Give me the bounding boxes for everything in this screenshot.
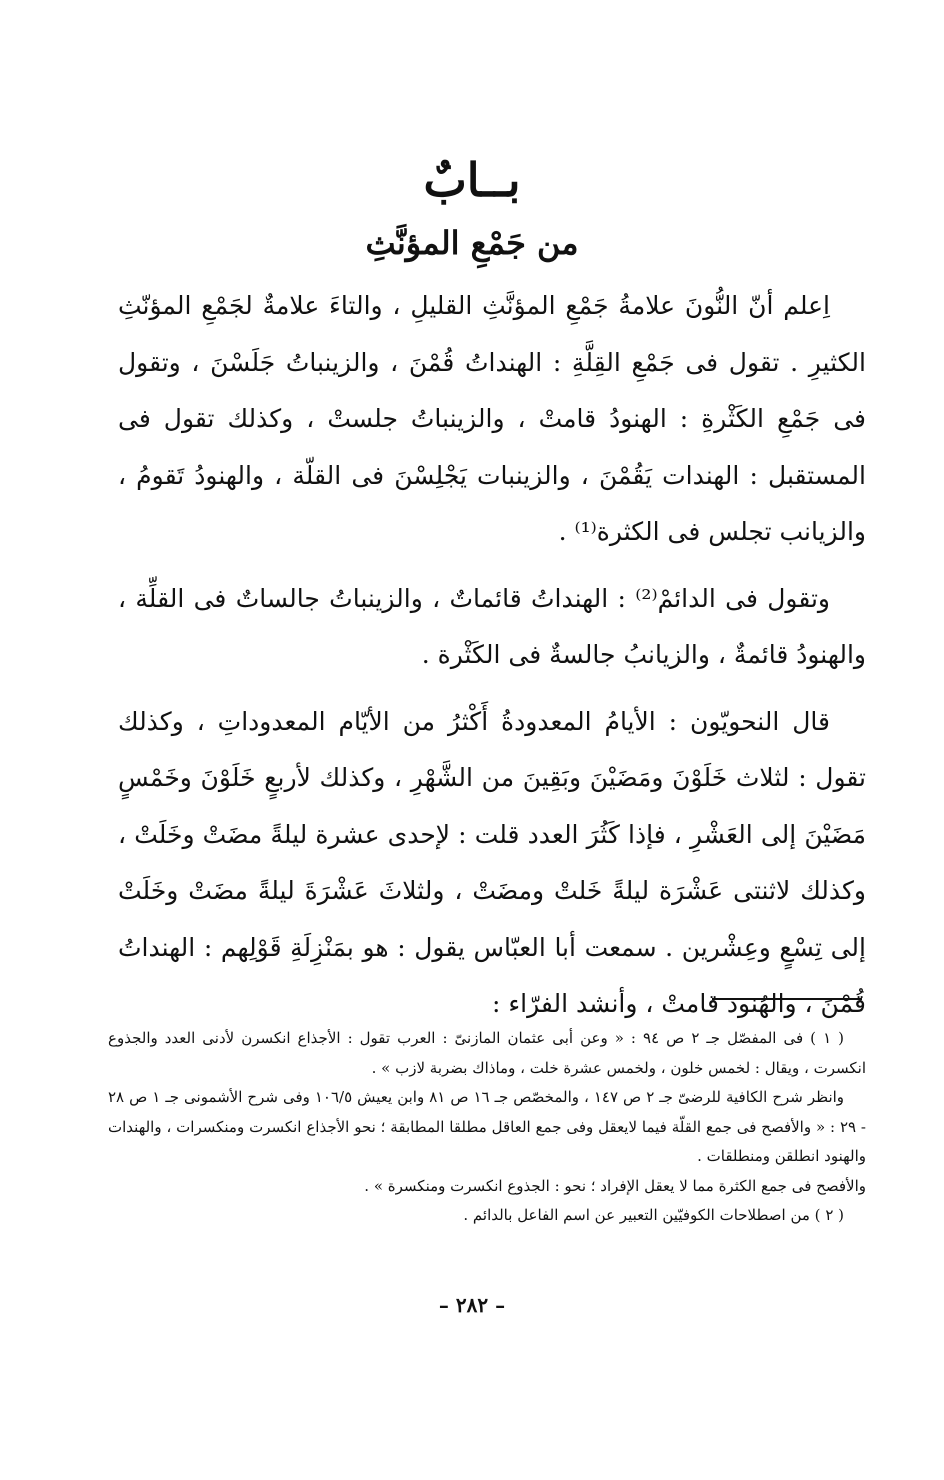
page-number: – ٢٨٢ – [438, 1293, 506, 1317]
footnotes [108, 1024, 866, 1231]
body-paragraph: وتقول فى الدائمْ⁽²⁾ : الهنداتُ قائماتٌ ، والزينباتُ جالساتٌ فى القلِّة ، والهنودُ قائمةٌ ، والزيانبُ جالسةٌ فى الكَثْرة . [118, 583, 866, 669]
footnote: ( ٢ ) من اصطلاحات الكوفيّين التعبير عن اسم الفاعل بالدائم . [463, 1206, 844, 1224]
footnote: والأفصح فى جمع الكثرة مما لا يعقل الإفراد ؛ نحو : الجذوع انكسرت ومنكسرة » . [364, 1176, 866, 1195]
chapter-title: بــابٌ [423, 153, 521, 207]
chapter-subtitle: من جَمْعِ المؤنَّثِ [365, 224, 579, 262]
body-paragraph: قال النحويّون : الأيامُ المعدودةُ أَكْثرُ من الأيّام المعدوداتِ ، وكذلك تقول : لثلاث خَلَوْنَ ومَضَيْنَ وبَقِينَ من الشَّهْرِ ، وكذلك لأربعٍ خَلَوْنَ وخَمْسٍ مَضَيْنَ إلى العَشْرِ ، فإذا كَثُرَ العدد قلت : لإحدى عشرة ليلةً مضَتْ وخَلَتْ ، وكذلك لاثنتى عَشْرَة ليلةً خَلتْ ومضَتْ ، ولثلاثَ عَشْرَةَ ليلةً مضَتْ وخَلَتْ إلى تِسْعٍ وعِشْرين . سمعت أبا العبّاس يقول : هو بمَنْزِلَةِ قَوْلِهم : الهنداتُ قُمْنَ ، والهُنود قامتْ ، وأنشد الفرّاء : [118, 706, 866, 1018]
main-text [118, 278, 866, 1033]
body-paragraph: اِعلم أنّ النُّونَ علامةُ جَمْعِ المؤنَّثِ القليلِ ، والتاءَ علامةٌ لجَمْعِ المؤنّثِ الكثيرِ . تقول فى جَمْعِ القِلَّةِ : الهنداتُ قُمْنَ ، والزينباتُ جَلَسْنَ ، وتقول فى جَمْعِ الكَثْرةِ : الهنودُ قامتْ ، والزينباتُ جلستْ ، وكذلك تقول فى المستقبل : الهندات يَقُمْنَ ، والزينبات يَجْلِسْنَ فى القلّة ، والهنودُ تَقومُ ، والزيانب تجلس فى الكثرة⁽¹⁾ . [118, 291, 866, 546]
footnote: ( ١ ) فى المفصّل جـ ٢ ص ٩٤ : « وعن أبى عثمان المازنىّ : العرب تقول : الأجذاع انكسرن لأدنى العدد والجذوع انكسرت ، ويقال : لخمس خلون ، ولخمس عشرة خلت ، وماذاك بضربة لازب » . [108, 1029, 866, 1077]
footnote: وانظر شرح الكافية للرضىّ جـ ٢ ص ١٤٧ ، والمخصّص جـ ١٦ ص ٨١ وابن يعيش ١٠٦/٥ وفى شرح الأشمونى جـ ١ ص ٢٨ - ٢٩ : « والأفصح فى جمع القلّة فيما لايعقل وفى جمع العاقل مطلقا المطابقة ؛ نحو الأجذاع انكسرت ومنكسرات ، والهندات والهنود انطلقن ومنطلقات . [108, 1088, 867, 1165]
footnote-divider [712, 998, 862, 1000]
